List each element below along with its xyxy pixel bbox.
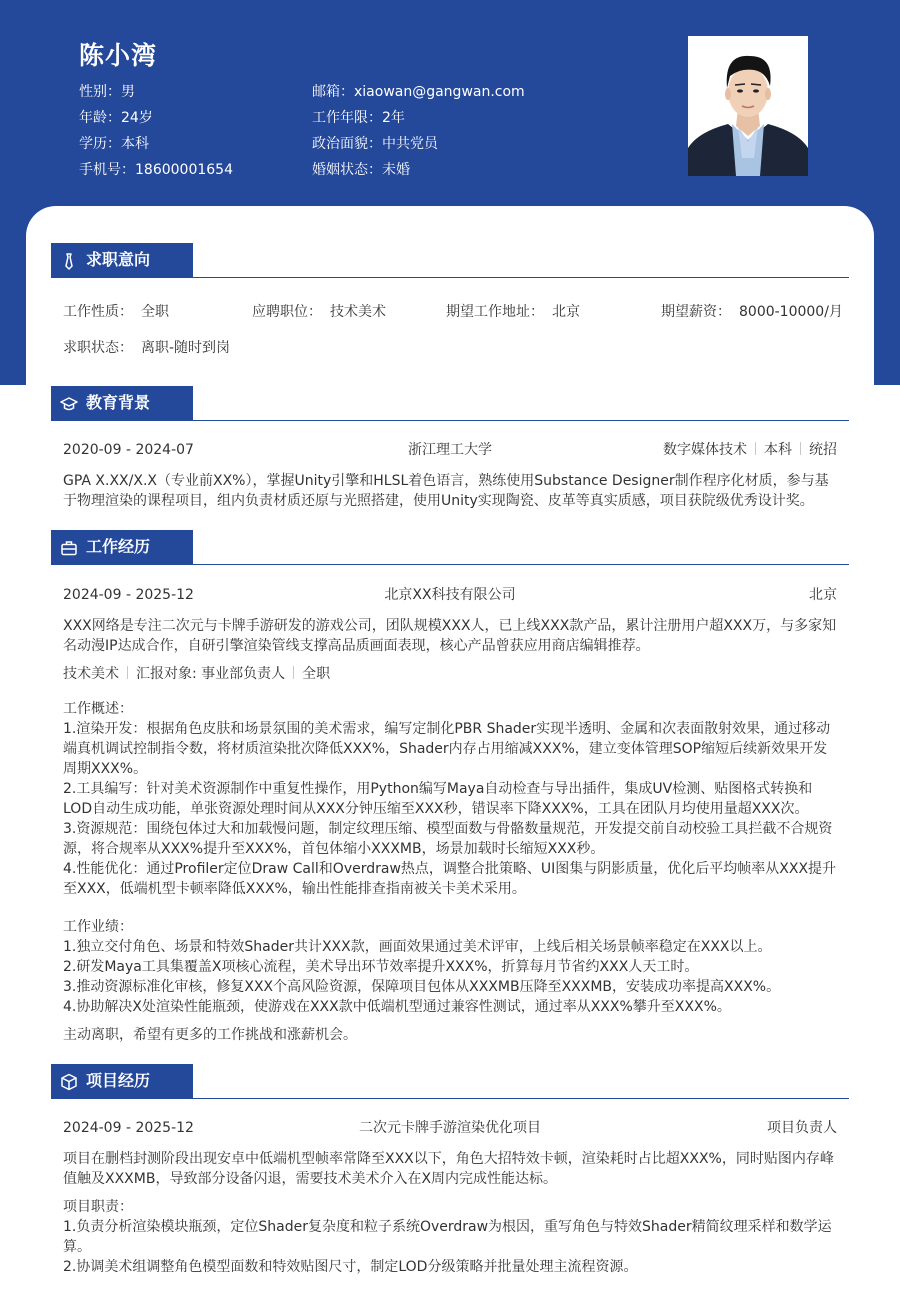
section-divider [51, 277, 849, 278]
profile-photo [688, 36, 808, 176]
overview-label: 工作概述： [63, 701, 133, 717]
section-header-project [51, 1064, 849, 1100]
age: 年龄：24岁 [79, 110, 153, 126]
field-location: 期望工作地址： 北京 [446, 304, 580, 320]
duties-item: 2.协调美术组调整角色模型面数和特效贴图尺寸，制定LOD分级策略并批量处理主流程资源。 [63, 1259, 638, 1275]
section-title: 工作经历 [86, 537, 151, 556]
results-item: 1.独立交付角色、场景和特效Shader共计XXX款，画面效果通过美术评审，上线后相关场景帧率稳定在XXX以上。 [63, 939, 772, 955]
section-tab [51, 530, 193, 565]
duties-label: 项目职责： [63, 1199, 133, 1215]
section-tab [51, 243, 193, 278]
overview-item: 4.性能优化：通过Profiler定位Draw Call和Overdraw热点，调整合批策略、UI图集与阴影质量，优化后平均帧率从XXX提升至XXX，低端机型卡顿率降低XXX%，输出性能排查指南被关卡美术采用。 [63, 861, 837, 897]
tie-icon [60, 252, 78, 270]
section-title: 教育背景 [86, 393, 151, 412]
results-label: 工作业绩： [63, 919, 133, 935]
phone: 手机号：18600001654 [79, 162, 233, 178]
field-status: 求职状态： 离职-随时到岗 [63, 340, 231, 356]
work-row [63, 585, 837, 605]
overview-item: 1.渲染开发：根据角色皮肤和场景氛围的美术需求，编写定制化PBR Shader实现半透明、金属和次表面散射效果，通过移动端真机调试控制指令数，将材质渲染批次降低XXX%，Shader内存占用缩减XXX%，建立变体管理SOP缩短后续新效果开发周期XXX%。 [63, 721, 831, 777]
political-status: 政治面貌：中共党员 [312, 136, 438, 152]
overview-item: 3.资源规范：围绕包体过大和加载慢问题，制定纹理压缩、模型面数与骨骼数量规范，开发提交前自动校验工具拦截不合规资源，将合规率从XXX%提升至XXX%，首包体缩小XXXMB，场景加载时长缩短XXX秒。 [63, 821, 833, 857]
project-date: 2024-09 - 2025-12 [63, 1120, 194, 1136]
work-city: 北京 [809, 587, 837, 603]
school-name: 浙江理工大学 [408, 442, 492, 458]
section-header-work [51, 530, 849, 566]
section-header-intent [51, 243, 849, 279]
duties-item: 1.负责分析渲染模块瓶颈，定位Shader复杂度和粒子系统Overdraw为根因，重写角色与特效Shader精简纹理采样和数学运算。 [63, 1219, 832, 1255]
cube-icon [60, 1073, 78, 1091]
section-divider [51, 420, 849, 421]
email: 邮箱：xiaowan@gangwan.com [312, 84, 525, 100]
section-divider [51, 1098, 849, 1099]
education-row [63, 440, 837, 460]
graduation-cap-icon [60, 395, 78, 413]
section-tab [51, 1064, 193, 1099]
section-title: 求职意向 [86, 250, 151, 269]
field-position: 应聘职位： 技术美术 [252, 304, 386, 320]
overview-item: 2.工具编写：针对美术资源制作中重复性操作，用Python编写Maya自动检查与导出插件，集成UV检测、贴图格式转换和LOD自动生成功能，单张资源处理时间从XXX分钟压缩至XXX秒，错误率下降XXX%，工具在团队月均使用量超XXX次。 [63, 781, 813, 817]
education-meta: 数字媒体技术 本科 统招 [663, 442, 837, 458]
section-tab [51, 386, 193, 421]
field-salary: 期望薪资： 8000-10000/月 [661, 304, 843, 320]
results-item: 2.研发Maya工具集覆盖X项核心流程，美术导出环节效率提升XXX%，折算每月节省约XXX人天工时。 [63, 959, 699, 975]
section-divider [51, 564, 849, 565]
education-description: GPA X.XX/X.X（专业前XX%），掌握Unity引擎和HLSL着色语言，熟练使用Substance Designer制作程序化材质，参与基于物理渲染的课程项目，组内负责材质还原与光照搭建，使用Unity实现陶瓷、皮革等真实质感，项目获院级优秀设计奖。 [63, 473, 829, 509]
work-results [63, 917, 839, 1017]
results-item: 3.推动资源标准化审核，修复XXX个高风险资源，保障项目包体从XXXMB压降至XXXMB，安装成功率提高XXX%。 [63, 979, 781, 995]
project-duties [63, 1197, 839, 1277]
project-name: 二次元卡牌手游渲染优化项目 [359, 1120, 541, 1136]
company-name: 北京XX科技有限公司 [384, 587, 516, 603]
education-date: 2020-09 - 2024-07 [63, 442, 194, 458]
work-tags: 技术美术 汇报对象: 事业部负责人 全职 [63, 666, 331, 682]
candidate-name: 陈小湾 [79, 41, 158, 70]
leave-reason: 主动离职，希望有更多的工作挑战和涨薪机会。 [63, 1027, 357, 1043]
section-title: 项目经历 [86, 1071, 151, 1090]
education-level: 学历：本科 [79, 136, 149, 152]
work-years: 工作年限：2年 [312, 110, 405, 126]
work-overview [63, 699, 839, 899]
project-description: 项目在删档封测阶段出现安卓中低端机型帧率常降至XXX以下，角色大招特效卡顿，渲染耗时占比超XXX%，同时贴图内存峰值触及XXXMB，导致部分设备闪退，需要技术美术介入在X周内完成性能达标。 [63, 1151, 834, 1187]
work-date: 2024-09 - 2025-12 [63, 587, 194, 603]
briefcase-icon [60, 539, 78, 557]
field-job-type: 工作性质： 全职 [63, 304, 169, 320]
results-item: 4.协助解决X处渲染性能瓶颈，使游戏在XXX款中低端机型通过兼容性测试，通过率从XXX%攀升至XXX%。 [63, 999, 731, 1015]
company-intro: XXX网络是专注二次元与卡牌手游研发的游戏公司，团队规模XXX人，已上线XXX款产品，累计注册用户超XXX万，与多家知名动漫IP达成合作，自研引擎渲染管线支撑高品质画面表现，核心产品曾获应用商店编辑推荐。 [63, 618, 837, 654]
section-header-education [51, 386, 849, 422]
gender: 性别：男 [79, 84, 135, 100]
project-row [63, 1118, 837, 1138]
marital-status: 婚姻状态：未婚 [312, 162, 410, 178]
project-role: 项目负责人 [767, 1120, 837, 1136]
